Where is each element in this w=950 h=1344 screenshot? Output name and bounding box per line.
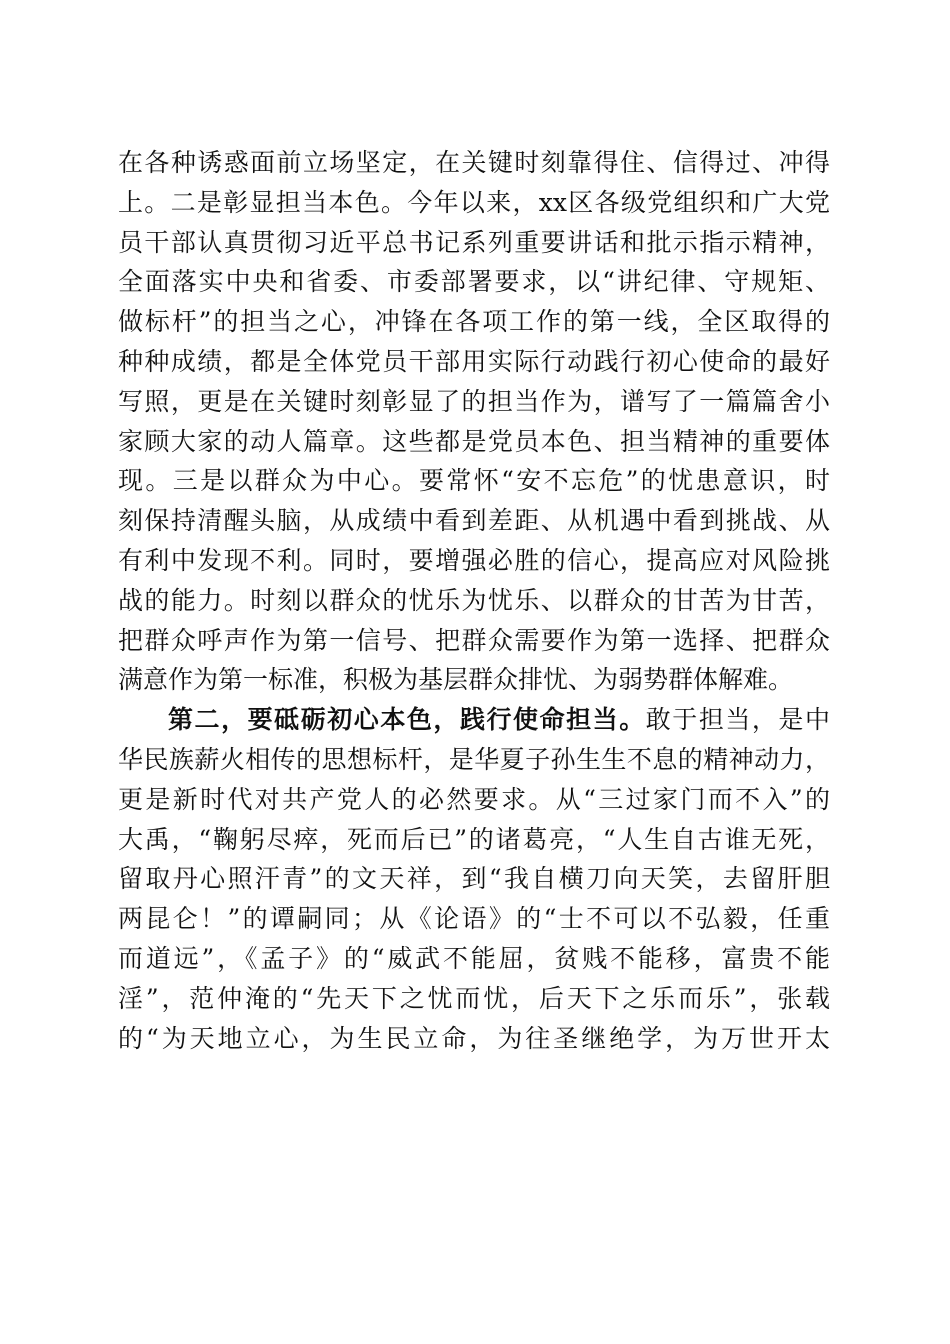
text-line: 把群众呼声作为第一信号、把群众需要作为第一选择、把群众 xyxy=(118,625,830,655)
text-line: 写照，更是在关键时刻彰显了的担当作为，谱写了一篇篇舍小 xyxy=(118,386,830,416)
text-line: 做标杆”的担当之心，冲锋在各项工作的第一线，全区取得的 xyxy=(118,307,830,337)
text-line: 全面落实中央和省委、市委部署要求，以“讲纪律、守规矩、 xyxy=(118,267,830,297)
text-line: 上。二是彰显担当本色。今年以来，xx区各级党组织和广大党 xyxy=(118,187,830,217)
text-line: 满意作为第一标准，积极为基层群众排忧、为弱势群体解难。 xyxy=(118,665,794,695)
text-line: 现。三是以群众为中心。要常怀“安不忘危”的忧患意识，时 xyxy=(118,466,830,496)
text-line: 员干部认真贯彻习近平总书记系列重要讲话和批示指示精神， xyxy=(118,227,830,257)
section-2-first-line-rest: 敢于担当，是中 xyxy=(645,705,830,735)
text-line: 有利中发现不利。同时，要增强必胜的信心，提高应对风险挑 xyxy=(118,545,830,575)
text-line: 种种成绩，都是全体党员干部用实际行动践行初心使命的最好 xyxy=(118,346,830,376)
text-line: 的“为天地立心，为生民立命，为往圣继绝学，为万世开太 xyxy=(118,1023,830,1053)
text-line: 两昆仑！”的谭嗣同；从《论语》的“士不可以不弘毅，任重 xyxy=(118,904,830,934)
text-line: 战的能力。时刻以群众的忧乐为忧乐、以群众的甘苦为甘苦， xyxy=(118,585,830,615)
text-line: 家顾大家的动人篇章。这些都是党员本色、担当精神的重要体 xyxy=(118,426,830,456)
text-line: 华民族薪火相传的思想标杆，是华夏子孙生生不息的精神动力， xyxy=(118,744,830,774)
text-line: 淫”，范仲淹的“先天下之忧而忧，后天下之乐而乐”，张载 xyxy=(118,983,830,1013)
text-line: 而道远”，《孟子》的“威武不能屈，贫贱不能移，富贵不能 xyxy=(118,943,830,973)
section-2-heading: 第二，要砥砺初心本色，践行使命担当。 xyxy=(168,705,646,735)
text-line: 更是新时代对共产党人的必然要求。从“三过家门而不入”的 xyxy=(118,784,830,814)
text-line: 留取丹心照汗青”的文天祥，到“我自横刀向天笑，去留肝胆 xyxy=(118,864,830,894)
body-text xyxy=(118,143,830,1058)
section-2-first-line xyxy=(118,700,830,740)
text-line: 刻保持清醒头脑，从成绩中看到差距、从机遇中看到挑战、从 xyxy=(118,506,830,536)
text-line: 在各种诱惑面前立场坚定，在关键时刻靠得住、信得过、冲得 xyxy=(118,148,830,177)
text-line: 大禹，“鞠躬尽瘁，死而后已”的诸葛亮，“人生自古谁无死， xyxy=(118,824,830,854)
